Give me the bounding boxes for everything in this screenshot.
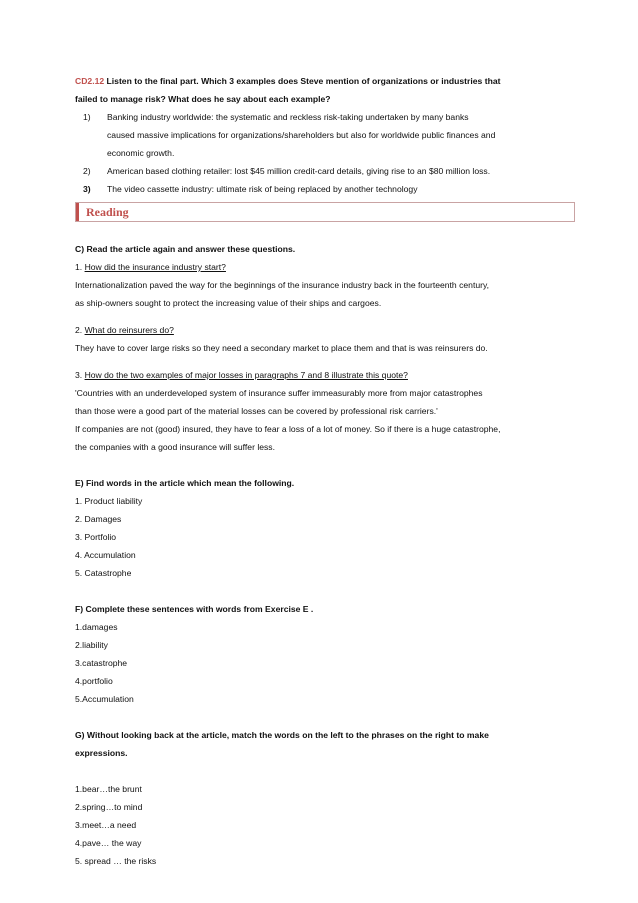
list-item: 1) Banking industry worldwide: the systematic and reckless risk-taking undertaken by many banks caused massive implications for organizations/shareholders but also for worldwide public finances and economic growth. [83,112,496,158]
list-item: 1.damages [75,622,118,632]
list-item: 3. Portfolio [75,532,117,542]
cd-question-line-1: CD2.12 Listen to the final part. Which 3 examples does Steve mention of organizations or industries that [75,76,501,86]
section-c [75,240,575,456]
list-item: 3.catastrophe [75,658,128,668]
section-e [75,474,575,582]
section-f [75,600,575,708]
list-item: 4.pave… the way [75,838,142,848]
list-item: 3.meet…a need [75,820,137,830]
list-item: 2.liability [75,640,108,650]
list-item: 1.bear…the brunt [75,784,142,794]
document-page [75,72,575,870]
cd-question-line-2: failed to manage risk? What does he say about each example? [75,94,331,104]
question-1: 1. How did the insurance industry start? [75,262,226,272]
cd-question [75,72,575,108]
heading-accent-bar [76,203,79,221]
list-item: 5.Accumulation [75,694,134,704]
list-item: 5. spread … the risks [75,856,157,866]
track-code: CD2.12 [75,76,105,86]
section-g-heading-line-2: expressions. [75,748,128,758]
reading-section-heading: Reading [75,202,575,222]
answer-3-line: the companies with a good insurance will suffer less. [75,442,275,452]
list-item: 4. Accumulation [75,550,136,560]
section-e-heading: E) Find words in the article which mean the following. [75,478,295,488]
answer-3-line: 'Countries with an underdeveloped system of insurance suffer immeasurably more from major catastrophes [75,388,483,398]
answer-1-line: Internationalization paved the way for the beginnings of the insurance industry back in the fourteenth century, [75,280,490,290]
question-2: 2. What do reinsurers do? [75,325,174,335]
answer-3-line: If companies are not (good) insured, they have to fear a loss of a lot of money. So if there is a huge catastrophe, [75,424,501,434]
list-item: 4.portfolio [75,676,113,686]
list-item: 1. Product liability [75,496,143,506]
answer-1-line: as ship-owners sought to protect the increasing value of their ships and cargoes. [75,298,382,308]
list-item: 5. Catastrophe [75,568,132,578]
question-3: 3. How do the two examples of major losses in paragraphs 7 and 8 illustrate this quote? [75,370,408,380]
cd-answer-list [75,108,575,198]
answer-2: They have to cover large risks so they need a secondary market to place them and that is was reinsurers do. [75,343,488,353]
section-g [75,726,575,870]
section-c-heading: C) Read the article again and answer these questions. [75,244,296,254]
answer-3-line: than those were a good part of the material losses can be covered by professional risk carriers.' [75,406,438,416]
section-f-heading: F) Complete these sentences with words from Exercise E . [75,604,314,614]
list-item: 2.spring…to mind [75,802,143,812]
section-g-heading-line-1: G) Without looking back at the article, match the words on the left to the phrases on the right to make [75,730,489,740]
list-item: 3) The video cassette industry: ultimate risk of being replaced by another technology [83,184,418,194]
list-item: 2. Damages [75,514,122,524]
list-item: 2) American based clothing retailer: lost $45 million credit-card details, giving rise to an $80 million loss. [83,166,491,176]
